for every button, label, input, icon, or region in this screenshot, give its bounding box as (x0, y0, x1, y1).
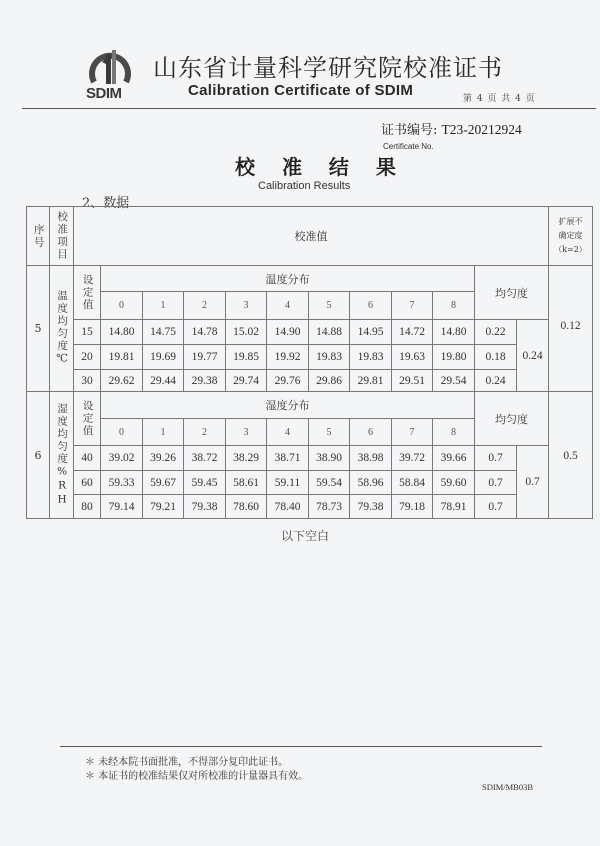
point-index-cell (225, 291, 267, 320)
uncertainty-label-line: 扩展不 (558, 217, 583, 226)
value-cell (142, 445, 184, 471)
setpoint-cell (73, 344, 101, 370)
header-item-text: 校准项目 (56, 211, 69, 261)
value-cell-text: 29.76 (274, 374, 301, 387)
point-index-cell (432, 291, 475, 320)
value-cell (225, 470, 267, 495)
setpoint-cell-text: 80 (81, 500, 93, 513)
value-cell-text: 39.66 (440, 452, 467, 464)
uniformity-header-text: 均匀度 (495, 286, 528, 300)
max-uniformity-cell (516, 319, 549, 392)
value-cell (349, 344, 392, 370)
value-cell (432, 319, 475, 345)
footer-note-1: ＊ 未经本院书面批准，不得部分复印此证书。 (85, 757, 289, 768)
value-cell (142, 494, 184, 519)
uncertainty-cell-text: 0.12 (560, 320, 581, 332)
value-cell (266, 494, 309, 519)
point-index-cell (100, 418, 143, 446)
point-index-cell-text: 2 (202, 300, 207, 311)
value-cell-text: 19.83 (357, 351, 384, 363)
value-cell-text: 29.51 (399, 374, 425, 387)
uniformity-cell (474, 369, 517, 392)
value-cell (225, 344, 267, 370)
seq-cell (26, 391, 50, 519)
item-cell-text: 温度均匀度℃ (56, 290, 69, 367)
setpoint-cell (73, 445, 101, 471)
point-index-cell (349, 291, 392, 320)
point-index-cell-text: 7 (409, 426, 415, 438)
value-cell-text: 14.78 (191, 326, 218, 338)
certificate-number-value: T23-20212924 (441, 122, 522, 137)
section-heading: 2、数据 (82, 196, 130, 211)
uncertainty-label-line: （k=2） (554, 245, 587, 254)
footer-note-2: ＊ 本证书的校准结果仅对所校准的计量器具有效。 (85, 771, 309, 782)
value-cell-text: 38.90 (316, 452, 342, 464)
point-index-cell (142, 418, 184, 446)
value-cell-text: 14.90 (274, 326, 301, 338)
value-cell-text: 29.81 (357, 374, 384, 387)
value-cell-text: 78.91 (440, 500, 467, 513)
value-cell-text: 79.21 (150, 500, 176, 513)
value-cell (142, 369, 184, 392)
value-cell (183, 369, 226, 392)
value-cell (432, 344, 475, 370)
uniformity-cell (474, 445, 517, 471)
value-cell (100, 445, 143, 471)
certificate-number-label-en: Certificate No. (383, 142, 434, 151)
value-cell-text: 29.54 (440, 374, 467, 387)
value-cell-text: 79.18 (399, 500, 425, 513)
point-index-cell (349, 418, 392, 446)
value-cell (266, 344, 309, 370)
certificate-title-cn: 山东省计量科学研究院校准证书 (153, 54, 503, 82)
value-cell (225, 319, 267, 345)
header-item (49, 206, 74, 266)
value-cell-text: 39.02 (108, 452, 135, 464)
value-cell (308, 494, 350, 519)
point-index-cell (142, 291, 184, 320)
value-cell-text: 19.92 (274, 351, 301, 363)
value-cell (266, 319, 309, 345)
point-index-cell-text: 8 (451, 426, 456, 438)
value-cell (225, 369, 267, 392)
point-index-cell-text: 3 (243, 426, 249, 438)
value-cell (266, 470, 309, 495)
point-index-cell (266, 418, 309, 446)
value-cell (183, 494, 226, 519)
value-cell (225, 494, 267, 519)
value-cell (391, 369, 433, 392)
setpoint-header (73, 265, 101, 320)
value-cell (100, 494, 143, 519)
value-cell-text: 14.72 (399, 326, 425, 338)
item-cell (49, 265, 74, 392)
setpoint-cell (73, 369, 101, 392)
point-index-cell-text: 5 (326, 300, 332, 311)
point-index-cell (308, 418, 350, 446)
header-seq-text: 序号 (32, 223, 45, 249)
value-cell-text: 78.40 (274, 500, 301, 513)
point-index-cell-text: 6 (368, 426, 373, 438)
point-index-cell (183, 418, 226, 446)
value-cell-text: 15.02 (233, 326, 259, 338)
uncertainty-cell (548, 265, 593, 392)
value-cell-text: 59.60 (440, 476, 467, 489)
value-cell-text: 59.54 (316, 476, 342, 489)
value-cell (349, 369, 392, 392)
value-cell-text: 39.26 (150, 452, 176, 464)
uniformity-cell (474, 344, 517, 370)
uniformity-header-text: 均匀度 (495, 412, 528, 426)
distribution-header-text: 温度分布 (265, 272, 310, 286)
value-cell-text: 19.80 (440, 351, 467, 363)
value-cell (183, 470, 226, 495)
blank-below-note: 以下空白 (281, 529, 330, 543)
seq-cell-text: 5 (34, 322, 42, 335)
page-indicator: 第 4 页 共 4 页 (463, 94, 536, 104)
uniformity-cell-text: 0.7 (488, 452, 503, 464)
value-cell-text: 79.38 (357, 500, 384, 513)
certificate-title-en: Calibration Certificate of SDIM (188, 82, 414, 99)
value-cell (183, 319, 226, 345)
header-seq (26, 206, 50, 266)
point-index-cell-text: 0 (119, 426, 124, 438)
setpoint-cell-text: 60 (81, 476, 93, 489)
uniformity-cell-text: 0.22 (485, 326, 506, 338)
value-cell (432, 445, 475, 471)
value-cell-text: 19.85 (233, 351, 259, 363)
value-cell (308, 445, 350, 471)
value-cell-text: 38.29 (233, 452, 259, 464)
item-cell (49, 391, 74, 519)
setpoint-cell (73, 319, 101, 345)
point-index-cell (225, 418, 267, 446)
point-index-cell-text: 7 (409, 300, 415, 311)
distribution-header (100, 391, 475, 419)
point-index-cell (308, 291, 350, 320)
uniformity-cell (474, 494, 517, 519)
item-cell-text: 湿度均匀度%RH (56, 402, 69, 508)
value-cell-text: 14.88 (316, 326, 342, 338)
value-cell (183, 445, 226, 471)
point-index-cell-text: 4 (285, 426, 290, 438)
max-uniformity-cell-text: 0.7 (525, 476, 540, 488)
value-cell (349, 470, 392, 495)
uniformity-cell (474, 319, 517, 345)
distribution-header-text: 湿度分布 (265, 399, 310, 412)
setpoint-cell-text: 40 (81, 452, 93, 464)
setpoint-cell (73, 470, 101, 495)
max-uniformity-cell (516, 445, 549, 519)
point-index-cell (432, 418, 475, 446)
point-index-cell-text: 4 (285, 300, 290, 311)
value-cell (391, 344, 433, 370)
point-index-cell-text: 0 (119, 300, 124, 311)
value-cell-text: 29.86 (316, 374, 342, 387)
setpoint-header-text: 设定值 (81, 273, 94, 312)
point-index-cell-text: 1 (160, 300, 166, 311)
value-cell-text: 59.33 (108, 476, 135, 489)
value-cell-text: 59.11 (274, 476, 301, 489)
uniformity-cell-text: 0.18 (485, 351, 506, 363)
value-cell-text: 14.75 (150, 326, 176, 338)
uniformity-cell-text: 0.24 (485, 374, 506, 387)
value-cell-text: 19.69 (150, 351, 176, 363)
seq-cell (26, 265, 50, 392)
form-code: SDIM/MB03B (482, 782, 534, 792)
point-index-cell (100, 291, 143, 320)
footer-divider (60, 746, 542, 747)
point-index-cell (391, 291, 433, 320)
uncertainty-cell-text: 0.5 (563, 450, 578, 462)
setpoint-header-text: 设定值 (81, 399, 94, 438)
setpoint-cell-text: 20 (81, 351, 93, 363)
point-index-cell-text: 2 (202, 426, 207, 438)
setpoint-header (73, 391, 101, 446)
setpoint-cell (73, 494, 101, 519)
point-index-cell-text: 5 (326, 426, 332, 438)
value-cell (266, 445, 309, 471)
header-uncertainty (548, 206, 593, 266)
uniformity-header (474, 265, 549, 320)
value-cell-text: 29.38 (191, 374, 218, 387)
value-cell (100, 319, 143, 345)
value-cell (432, 494, 475, 519)
value-cell-text: 19.63 (399, 351, 425, 363)
value-cell (391, 470, 433, 495)
value-cell (142, 470, 184, 495)
value-cell-text: 14.95 (357, 326, 384, 338)
point-index-cell (266, 291, 309, 320)
value-cell (142, 319, 184, 345)
value-cell (432, 369, 475, 392)
uncertainty-label-line: 确定度 (558, 231, 583, 240)
max-uniformity-cell-text: 0.24 (522, 349, 543, 362)
uniformity-cell-text: 0.7 (488, 476, 503, 489)
value-cell (266, 369, 309, 392)
point-index-cell-text: 8 (451, 300, 456, 311)
value-cell-text: 29.44 (150, 374, 176, 387)
point-index-cell-text: 1 (160, 426, 166, 438)
uniformity-cell (474, 470, 517, 495)
value-cell-text: 38.71 (274, 452, 301, 464)
value-cell-text: 79.38 (191, 500, 218, 513)
value-cell (349, 445, 392, 471)
value-cell-text: 78.73 (316, 500, 342, 513)
seq-cell-text: 6 (34, 448, 42, 462)
value-cell (391, 319, 433, 345)
uncertainty-cell (548, 391, 593, 519)
distribution-header (100, 265, 475, 292)
value-cell (100, 470, 143, 495)
uniformity-cell-text: 0.7 (488, 500, 503, 513)
value-cell (349, 494, 392, 519)
value-cell-text: 79.14 (108, 500, 135, 513)
header-calibration-value-text: 校准值 (294, 230, 328, 243)
value-cell (391, 445, 433, 471)
value-cell (100, 344, 143, 370)
point-index-cell-text: 6 (368, 300, 373, 311)
setpoint-cell-text: 30 (81, 374, 93, 387)
uniformity-header (474, 391, 549, 446)
value-cell-text: 19.77 (191, 351, 218, 363)
value-cell-text: 29.62 (108, 374, 135, 387)
value-cell-text: 14.80 (440, 326, 467, 338)
value-cell (308, 369, 350, 392)
value-cell-text: 19.83 (316, 351, 342, 363)
value-cell (100, 369, 143, 392)
logo-text: SDIM (86, 85, 122, 102)
value-cell (308, 319, 350, 345)
value-cell (308, 344, 350, 370)
value-cell-text: 58.84 (399, 476, 425, 489)
certificate-number-label: 证书编号: (381, 123, 438, 138)
value-cell-text: 59.67 (150, 476, 176, 489)
setpoint-cell-text: 15 (81, 326, 93, 338)
value-cell (391, 494, 433, 519)
value-cell-text: 58.96 (357, 476, 384, 489)
value-cell-text: 14.80 (108, 326, 135, 338)
value-cell (183, 344, 226, 370)
value-cell-text: 39.72 (399, 452, 425, 464)
results-title-en: Calibration Results (258, 180, 351, 192)
value-cell-text: 78.60 (233, 500, 259, 513)
value-cell (432, 470, 475, 495)
header-calibration-value (73, 206, 549, 266)
point-index-cell (183, 291, 226, 320)
value-cell (308, 470, 350, 495)
value-cell (225, 445, 267, 471)
results-title-cn: 校 准 结 果 (235, 155, 406, 179)
value-cell (349, 319, 392, 345)
value-cell-text: 59.45 (191, 476, 218, 489)
value-cell (142, 344, 184, 370)
value-cell-text: 38.98 (357, 452, 384, 464)
point-index-cell-text: 3 (243, 300, 249, 311)
value-cell-text: 19.81 (108, 351, 135, 363)
value-cell-text: 29.74 (233, 374, 259, 387)
point-index-cell (391, 418, 433, 446)
value-cell-text: 58.61 (233, 476, 259, 489)
value-cell-text: 38.72 (191, 452, 218, 464)
